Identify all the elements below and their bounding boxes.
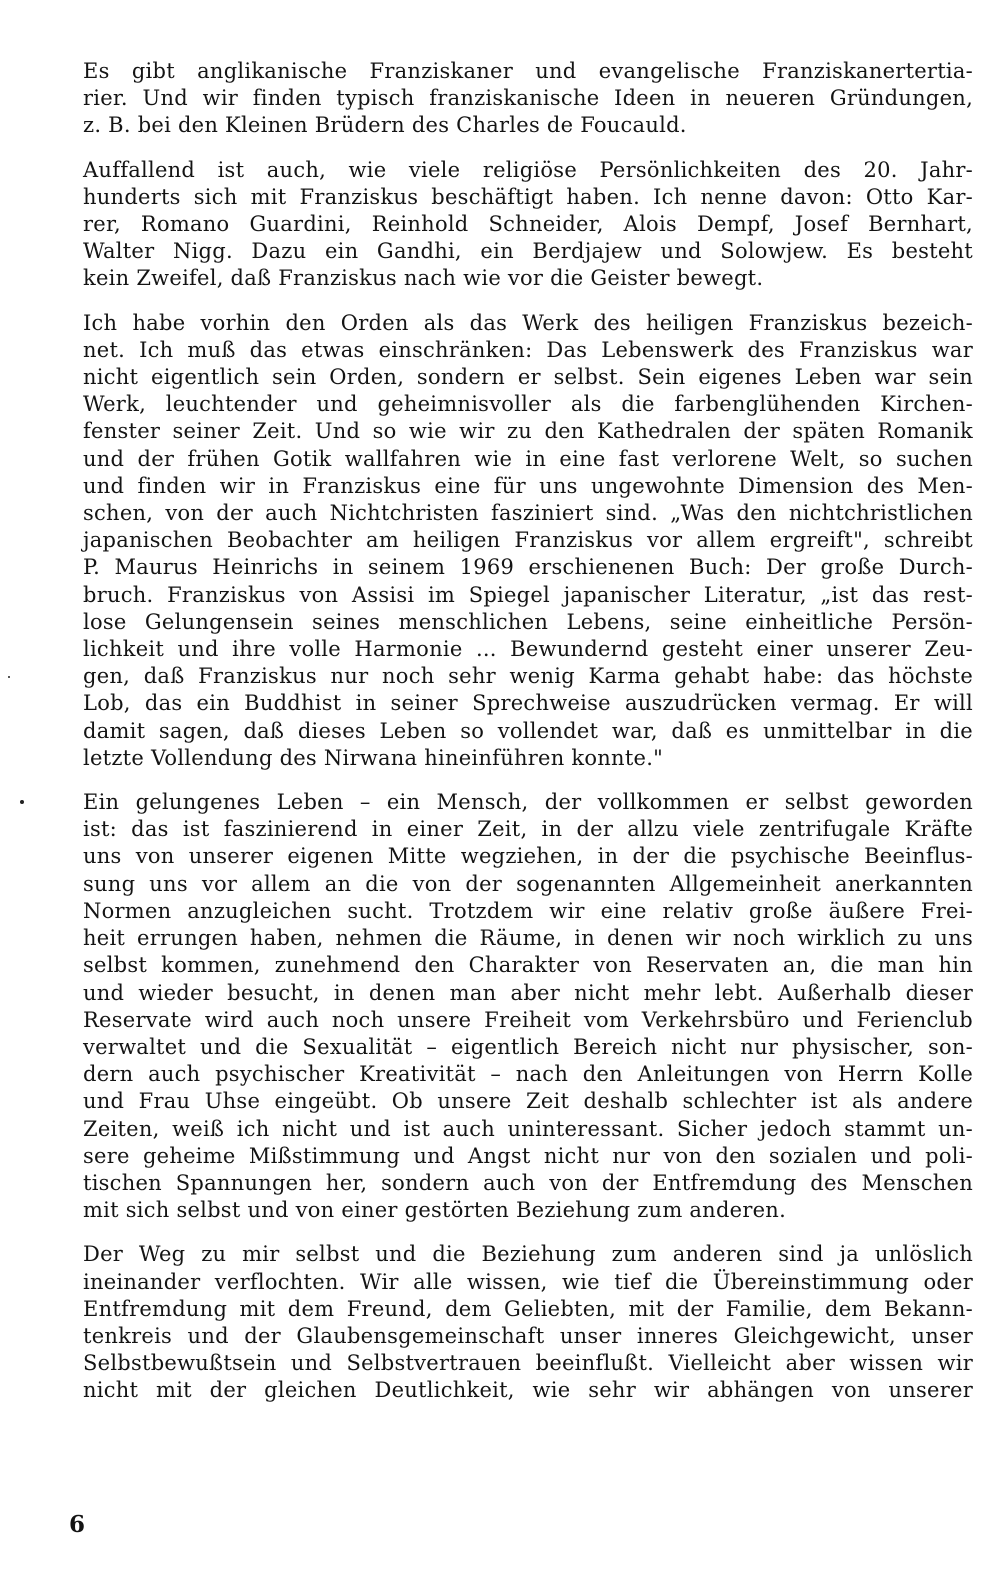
text-line: Es gibt anglikanische Franziskaner und evangelische Franziskanertertia-: [83, 59, 973, 83]
text-line: lose Gelungensein seines menschlichen Lebens, seine einheitliche Persön-: [83, 609, 973, 634]
text-line: Walter Nigg. Dazu ein Gandhi, ein Berdjajew und Solowjew. Es besteht: [83, 239, 973, 264]
text-line: rier. Und wir finden typisch franziskanische Ideen in neueren Gründungen,: [83, 86, 973, 111]
text-line: Selbstbewußtsein und Selbstvertrauen beeinflußt. Vielleicht aber wissen wir: [83, 1351, 973, 1376]
page-number: 6: [69, 1511, 86, 1538]
text-line: schen, von der auch Nichtchristen fasziniert sind. „Was den nichtchristlichen: [83, 501, 973, 526]
text-line: z. B. bei den Kleinen Brüdern des Charles de Foucauld.: [83, 113, 687, 138]
text-line: Der Weg zu mir selbst und die Beziehung zum anderen sind ja unlöslich: [83, 1242, 973, 1267]
text-line: hunderts sich mit Franziskus beschäftigt haben. Ich nenne davon: Otto Kar-: [83, 184, 973, 209]
text-line: damit sagen, daß dieses Leben so vollendet war, daß es unmittelbar in die: [83, 718, 973, 743]
text-line: net. Ich muß das etwas einschränken: Das Lebenswerk des Franziskus war: [83, 337, 973, 362]
text-line: fenster seiner Zeit. Und so wie wir zu den Kathedralen der späten Romanik: [83, 419, 973, 444]
text-line: und finden wir in Franziskus eine für uns ungewohnte Dimension des Men-: [83, 473, 973, 498]
paragraph: [83, 58, 973, 140]
text-line: verwaltet und die Sexualität – eigentlich Bereich nicht nur physischer, son-: [83, 1034, 973, 1059]
text-line: tenkreis und der Glaubensgemeinschaft unser inneres Gleichgewicht, unser: [83, 1323, 973, 1348]
text-line: und Frau Uhse eingeübt. Ob unsere Zeit deshalb schlechter ist als andere: [83, 1089, 973, 1114]
text-line: heit errungen haben, nehmen die Räume, in denen wir noch wirklich zu uns: [83, 926, 973, 951]
text-line: gen, daß Franziskus nur noch sehr wenig Karma gehabt habe: das höchste: [83, 664, 973, 689]
text-line: und wieder besucht, in denen man aber nicht mehr lebt. Außerhalb dieser: [83, 980, 973, 1005]
paragraph: [83, 1241, 973, 1404]
text-line: dern auch psychischer Kreativität – nach den Anleitungen von Herrn Kolle: [83, 1062, 973, 1087]
text-line: ineinander verflochten. Wir alle wissen, wie tief die Übereinstimmung oder: [83, 1269, 973, 1294]
text-line: nicht mit der gleichen Deutlichkeit, wie sehr wir abhängen von unserer: [83, 1378, 973, 1403]
text-line: Ich habe vorhin den Orden als das Werk des heiligen Franziskus bezeich-: [83, 310, 973, 335]
print-speck: [8, 676, 10, 678]
page-body: [83, 58, 973, 1422]
text-line: und der frühen Gotik wallfahren wie in eine fast verlorene Welt, so suchen: [83, 446, 973, 471]
text-line: letzte Vollendung des Nirwana hineinführen konnte.": [83, 745, 664, 770]
text-line: nicht eigentlich sein Orden, sondern er selbst. Sein eigenes Leben war sein: [83, 365, 973, 390]
text-line: Reservate wird auch noch unsere Freiheit vom Verkehrsbüro und Ferienclub: [83, 1007, 973, 1032]
text-line: japanischen Beobachter am heiligen Franziskus vor allem ergreift", schreibt: [83, 528, 973, 553]
text-line: ist: das ist faszinierend in einer Zeit, in der allzu viele zentrifugale Kräfte: [83, 817, 973, 842]
text-line: Normen anzugleichen sucht. Trotzdem wir eine relativ große äußere Frei-: [83, 898, 973, 923]
text-line: sere geheime Mißstimmung und Angst nicht nur von den sozialen und poli-: [83, 1143, 973, 1168]
text-line: P. Maurus Heinrichs in seinem 1969 erschienenen Buch: Der große Durch-: [83, 555, 973, 580]
text-line: Ein gelungenes Leben – ein Mensch, der vollkommen er selbst geworden: [83, 790, 973, 815]
text-line: Entfremdung mit dem Freund, dem Geliebten, mit der Familie, dem Bekann-: [83, 1296, 973, 1321]
text-line: selbst kommen, zunehmend den Charakter von Reservaten an, die man hin: [83, 953, 973, 978]
paragraph: [83, 310, 973, 772]
paragraph: [83, 789, 973, 1224]
text-line: Zeiten, weiß ich nicht und ist auch uninteressant. Sicher jedoch stammt un-: [83, 1116, 973, 1141]
print-speck: [20, 800, 24, 804]
text-line: mit sich selbst und von einer gestörten Beziehung zum anderen.: [83, 1198, 786, 1223]
text-line: tischen Spannungen her, sondern auch von der Entfremdung des Menschen: [83, 1170, 973, 1195]
text-line: uns von unserer eigenen Mitte wegziehen, in der die psychische Beeinflus-: [83, 844, 973, 869]
text-line: kein Zweifel, daß Franziskus nach wie vor die Geister bewegt.: [83, 266, 764, 291]
text-line: Werk, leuchtender und geheimnisvoller als die farbenglühenden Kirchen-: [83, 392, 973, 417]
text-line: bruch. Franziskus von Assisi im Spiegel japanischer Literatur, „ist das rest-: [83, 582, 973, 607]
text-line: Auffallend ist auch, wie viele religiöse Persönlichkeiten des 20. Jahr-: [83, 157, 973, 182]
paragraph: [83, 157, 973, 293]
text-line: sung uns vor allem an die von der sogenannten Allgemeinheit anerkannten: [83, 871, 973, 896]
text-line: lichkeit und ihre volle Harmonie ... Bewundernd gesteht einer unserer Zeu-: [83, 637, 973, 662]
text-line: Lob, das ein Buddhist in seiner Sprechweise auszudrücken vermag. Er will: [83, 691, 973, 716]
text-line: rer, Romano Guardini, Reinhold Schneider, Alois Dempf, Josef Bernhart,: [83, 212, 973, 237]
